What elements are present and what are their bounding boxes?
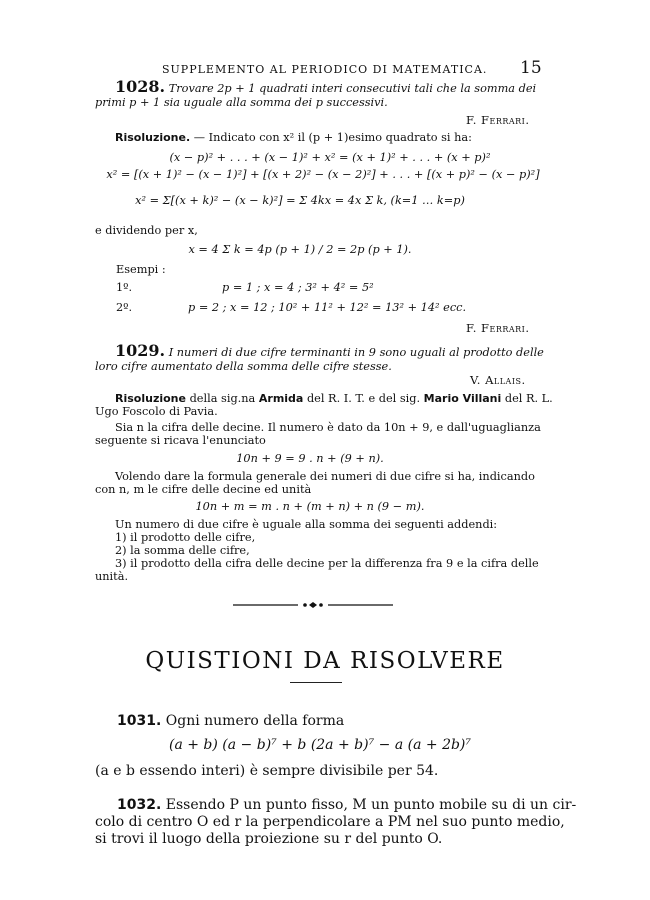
solution-label: Risoluzione <box>115 392 186 405</box>
equation: 10n + m = m . n + (m + n) + n (9 − m). <box>195 500 425 513</box>
text-line: Ugo Foscolo di Pavia. <box>95 405 218 418</box>
statement-line: I numeri di due cifre terminanti in 9 sono uguali al prodotto delle <box>168 346 544 359</box>
title-underline <box>290 682 342 683</box>
statement-line: primi p + 1 sia uguale alla somma dei p successivi. <box>95 96 388 109</box>
ornament-icon <box>233 599 393 611</box>
solution-label: Risoluzione. <box>115 131 191 144</box>
solution-intro <box>115 131 472 145</box>
example-label: 1º. <box>116 281 133 294</box>
list-item: unità. <box>95 570 129 583</box>
proposer: F. Ferrari. <box>466 113 530 127</box>
ornament-divider <box>233 596 393 608</box>
example-text: p = 1 ; x = 4 ; 3² + 4² = 5² <box>222 281 374 294</box>
solution-credit <box>115 392 553 406</box>
list-item: 3) il prodotto della cifra delle decine per la differenza fra 9 e la cifra delle <box>115 557 539 570</box>
question-number: 1031. <box>117 713 162 729</box>
text-line: Un numero di due cifre è uguale alla somma dei seguenti addendi: <box>115 518 498 531</box>
equation: x² = [(x + 1)² − (x − 1)²] + [(x + 2)² − (x − 2)²] + . . . + [(x + p)² − (x − p)²] <box>106 168 540 181</box>
text-line: con n, m le cifre delle decine ed unità <box>95 483 312 496</box>
question-formula: (a + b) (a − b)⁷ + b (2a + b)⁷ − a (a + 2b)⁷ <box>168 737 472 753</box>
problem-number: 1028. <box>115 77 166 96</box>
text-line: Volendo dare la formula generale dei numeri di due cifre si ha, indicando <box>115 470 535 483</box>
problem-1029-statement <box>115 341 544 360</box>
page-number: 15 <box>520 58 542 78</box>
question-1032 <box>117 796 576 814</box>
examples-label: Esempi : <box>116 263 166 276</box>
text-line: Sia n la cifra delle decine. Il numero è dato da 10n + 9, e dall'uguaglianza <box>115 421 541 434</box>
running-title: SUPPLEMENTO AL PERIODICO DI MATEMATICA. <box>162 63 488 76</box>
text-line: seguente si ricava l'enunciato <box>95 434 266 447</box>
text-line: e dividendo per x, <box>95 224 198 237</box>
list-item: 2) la somma delle cifre, <box>115 544 250 557</box>
question-text: Ogni numero della forma <box>165 713 345 729</box>
question-number: 1032. <box>117 797 162 813</box>
question-text: (a e b essendo interi) è sempre divisibile per 54. <box>95 763 439 779</box>
problem-1028-statement <box>115 77 537 96</box>
solution-text: del R. I. T. e del sig. <box>306 392 421 405</box>
solution-text: — Indicato con x² il (p + 1)esimo quadrato si ha: <box>193 131 472 144</box>
example-label: 2º. <box>116 301 133 314</box>
equation: x² = Σ[(x + k)² − (x − k)²] = Σ 4kx = 4x Σ k, (k=1 … k=p) <box>135 194 465 207</box>
problem-number: 1029. <box>115 341 166 360</box>
solution-text: della sig.na <box>189 392 256 405</box>
equation: (x − p)² + . . . + (x − 1)² + x² = (x + 1)² + . . . + (x + p)² <box>169 151 491 164</box>
example-text: p = 2 ; x = 12 ; 10² + 11² + 12² = 13² + 14² ecc. <box>188 301 467 314</box>
solver-name: Armida <box>258 392 304 405</box>
question-text: si trovi il luogo della proiezione su r del punto O. <box>95 831 443 847</box>
equation: x = 4 Σ k = 4p (p + 1) / 2 = 2p (p + 1). <box>188 243 412 256</box>
statement-line: Trovare 2p + 1 quadrati interi consecutivi tali che la somma dei <box>168 82 537 95</box>
statement-line: loro cifre aumentato della somma delle cifre stesse. <box>95 360 392 373</box>
list-item: 1) il prodotto delle cifre, <box>115 531 256 544</box>
section-title: QUISTIONI DA RISOLVERE <box>145 648 505 674</box>
proposer: V. Allais. <box>470 373 526 387</box>
question-text: colo di centro O ed r la perpendicolare a PM nel suo punto medio, <box>95 814 565 830</box>
solver: F. Ferrari. <box>466 321 530 335</box>
question-text: Essendo P un punto fisso, M un punto mobile su di un cir- <box>165 797 577 813</box>
question-1031 <box>117 712 344 730</box>
solver-name: Mario Villani <box>423 392 502 405</box>
solution-text: del R. L. <box>504 392 553 405</box>
equation: 10n + 9 = 9 . n + (9 + n). <box>236 452 384 465</box>
